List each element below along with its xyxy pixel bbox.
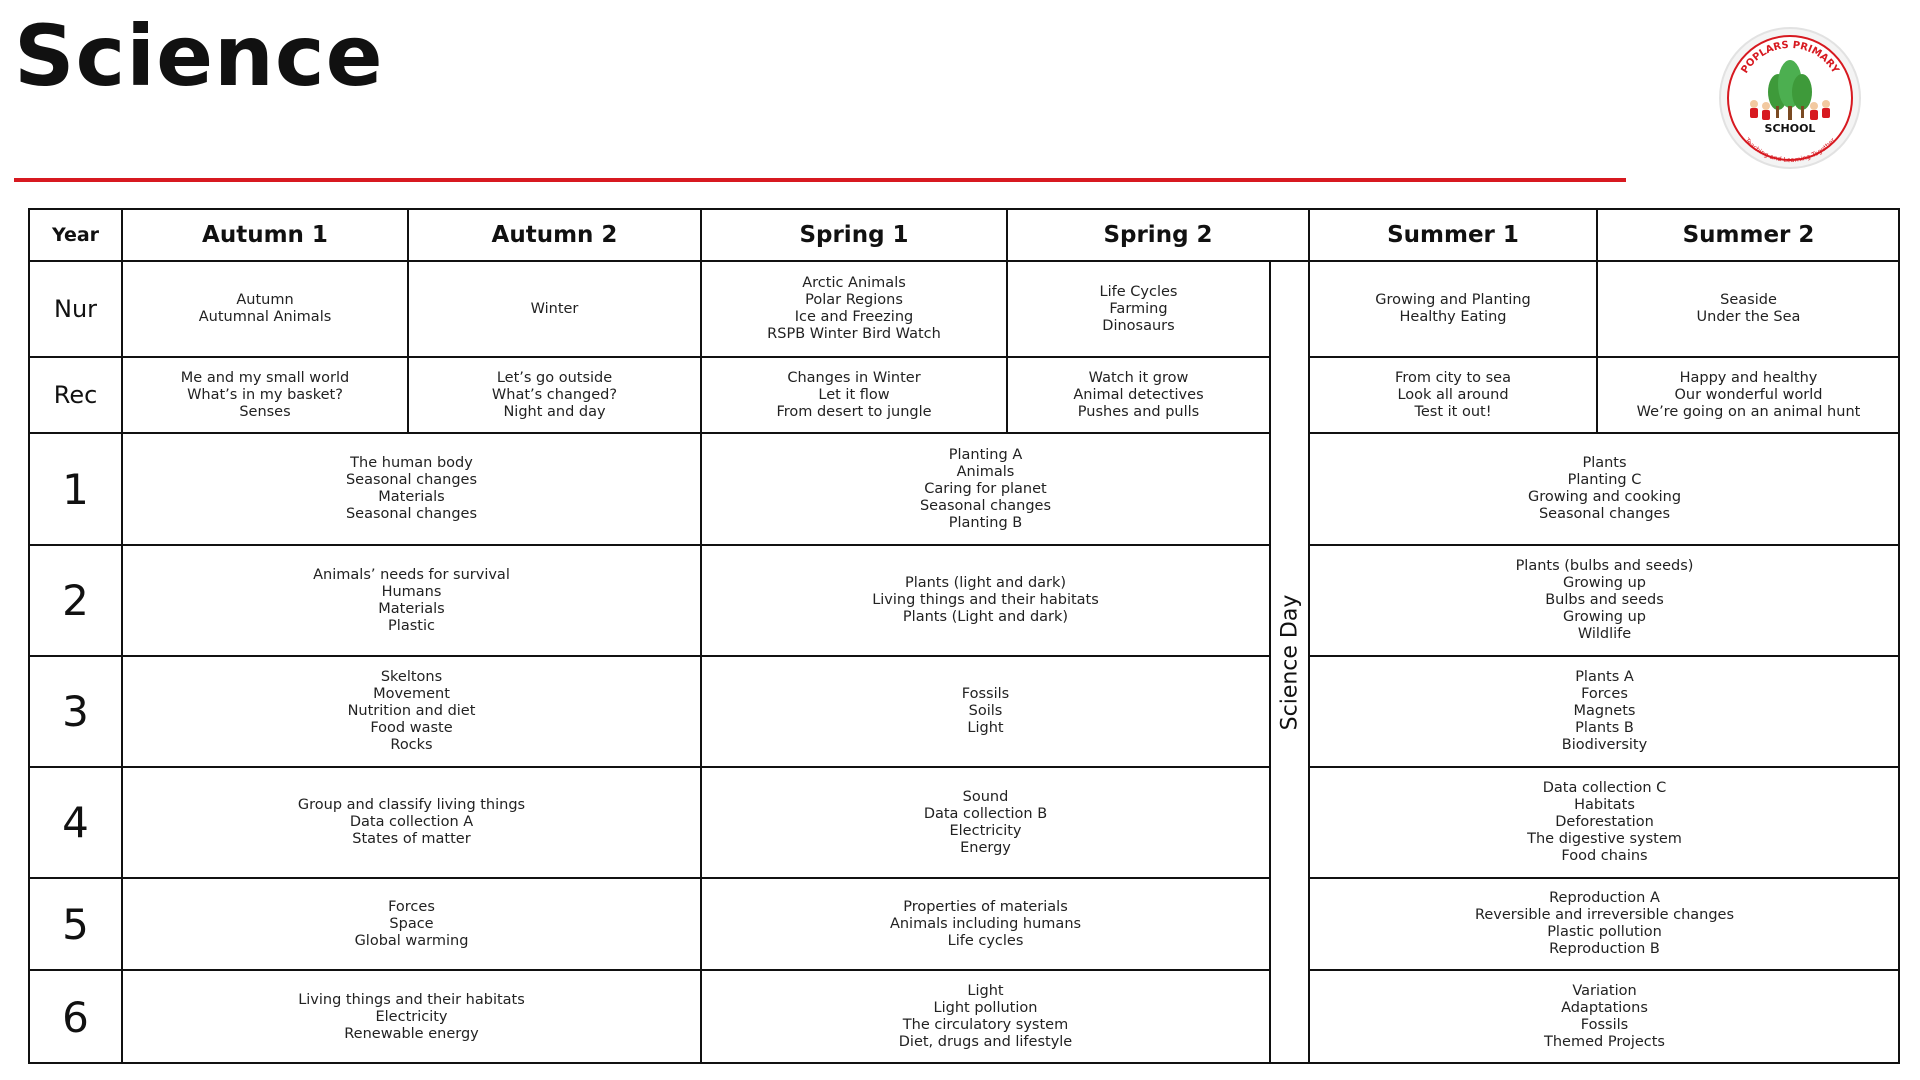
topic-line: Growing up <box>1562 575 1647 591</box>
header-spring-1: Spring 1 <box>702 210 1008 262</box>
topic-line: Planting A <box>948 446 1023 463</box>
topic-line: Animals including humans <box>889 915 1082 932</box>
year1-summer <box>1310 434 1899 546</box>
topic-line: Ice and Freezing <box>794 309 914 325</box>
topic-line: Plants (Light and dark) <box>902 609 1069 625</box>
topic-line: Data collection B <box>923 805 1048 822</box>
topic-line: Data collection A <box>349 814 474 830</box>
rec-autumn-2 <box>409 358 702 434</box>
year3-autumn <box>123 657 702 768</box>
topic-line: Autumnal Animals <box>198 309 332 325</box>
topic-line: Forces <box>388 898 435 915</box>
nur-autumn-2 <box>409 262 702 358</box>
topic-line: Autumn <box>236 292 294 308</box>
topic-line: Growing and cooking <box>1527 489 1682 505</box>
logo-text-bottom: Teaching and Learning Together <box>1743 136 1837 165</box>
topic-line: RSPB Winter Bird Watch <box>767 326 941 342</box>
rec-spring-2 <box>1008 358 1271 434</box>
nur-spring-2 <box>1008 262 1271 358</box>
topic-line: Reproduction B <box>1549 941 1660 957</box>
nur-spring-1 <box>702 262 1008 358</box>
topic-line: Electricity <box>375 1008 448 1025</box>
topic-line: Seasonal changes <box>1538 506 1671 522</box>
topic-line: Food waste <box>370 720 453 736</box>
page-title: Science <box>14 7 384 105</box>
topic-line: Pushes and pulls <box>1077 403 1200 420</box>
topic-line: Look all around <box>1397 386 1509 403</box>
year-label-1: 1 <box>30 434 123 546</box>
topic-line: Rocks <box>390 737 433 753</box>
year2-summer <box>1310 546 1899 657</box>
topic-line: Soils <box>968 703 1003 719</box>
year3-spring <box>702 657 1271 768</box>
year4-spring <box>702 768 1271 879</box>
topic-line: Space <box>389 915 434 932</box>
nur-autumn-1 <box>123 262 409 358</box>
topic-line: Habitats <box>1574 797 1635 813</box>
topic-line: Materials <box>378 489 445 505</box>
topic-line: Arctic Animals <box>802 275 906 291</box>
topic-line: Night and day <box>503 403 606 420</box>
topic-line: Dinosaurs <box>1102 317 1175 334</box>
topic-line: Reproduction A <box>1549 890 1660 906</box>
topic-line: Bulbs and seeds <box>1545 592 1664 608</box>
topic-line: Me and my small world <box>180 369 350 386</box>
year6-spring <box>702 971 1271 1063</box>
topic-line: Under the Sea <box>1696 309 1801 325</box>
topic-line: Plants (bulbs and seeds) <box>1515 558 1694 574</box>
logo-text-mid: SCHOOL <box>1764 122 1816 135</box>
topic-line: Planting C <box>1567 472 1642 488</box>
topic-line: Forces <box>1581 686 1628 702</box>
topic-line: Reversible and irreversible changes <box>1474 907 1735 923</box>
year-label-5: 5 <box>30 879 123 971</box>
year-label-rec: Rec <box>30 358 123 434</box>
topic-line: Seasonal changes <box>345 506 478 522</box>
curriculum-table <box>28 208 1900 1064</box>
year6-autumn <box>123 971 702 1063</box>
topic-line: Wildlife <box>1577 626 1632 642</box>
topic-line: Renewable energy <box>344 1025 479 1042</box>
topic-line: Happy and healthy <box>1679 369 1818 386</box>
topic-line: Nutrition and diet <box>347 703 476 719</box>
topic-line: Changes in Winter <box>787 369 921 386</box>
topic-line: Variation <box>1572 983 1637 999</box>
year-label-4: 4 <box>30 768 123 879</box>
topic-line: Biodiversity <box>1561 737 1648 753</box>
topic-line: Plants <box>1582 455 1627 471</box>
year1-autumn <box>123 434 702 546</box>
topic-line: Light <box>967 983 1004 999</box>
header-autumn-2: Autumn 2 <box>409 210 702 262</box>
nur-summer-2 <box>1598 262 1899 358</box>
topic-line: Energy <box>960 839 1011 856</box>
topic-line: Test it out! <box>1414 403 1492 420</box>
year2-spring <box>702 546 1271 657</box>
header-autumn-1: Autumn 1 <box>123 210 409 262</box>
topic-line: Fossils <box>1580 1017 1629 1033</box>
topic-line: What’s changed? <box>491 386 618 403</box>
topic-line: Adaptations <box>1561 1000 1648 1016</box>
topic-line: Life Cycles <box>1099 283 1178 300</box>
header-year: Year <box>30 210 123 262</box>
topic-line: Humans <box>381 583 442 600</box>
year3-summer <box>1310 657 1899 768</box>
rec-summer-1 <box>1310 358 1598 434</box>
topic-line: Growing and Planting <box>1375 292 1531 308</box>
year2-autumn <box>123 546 702 657</box>
topic-line: Movement <box>373 686 450 702</box>
topic-line: Animals’ needs for survival <box>313 566 510 583</box>
topic-line: Fossils <box>961 686 1010 702</box>
rec-summer-2 <box>1598 358 1899 434</box>
topic-line: What’s in my basket? <box>187 386 343 403</box>
topic-line: The human body <box>350 455 473 471</box>
rec-spring-1 <box>702 358 1008 434</box>
year-label-6: 6 <box>30 971 123 1063</box>
rec-autumn-1 <box>123 358 409 434</box>
topic-line: Our wonderful world <box>1674 386 1823 403</box>
topic-line: Plants A <box>1575 669 1634 685</box>
year6-summer <box>1310 971 1899 1063</box>
topic-line: Materials <box>378 600 445 617</box>
topic-line: From city to sea <box>1395 369 1511 386</box>
year4-autumn <box>123 768 702 879</box>
science-day-column <box>1271 262 1310 1063</box>
topic-line: Let’s go outside <box>496 369 613 386</box>
topic-line: Growing up <box>1562 609 1647 625</box>
header-summer-2: Summer 2 <box>1598 210 1899 262</box>
year4-summer <box>1310 768 1899 879</box>
topic-line: Planting B <box>948 514 1023 531</box>
year-label-nur: Nur <box>30 262 123 358</box>
topic-line: Food chains <box>1561 848 1648 864</box>
topic-line: Themed Projects <box>1544 1034 1665 1050</box>
topic-line: Diet, drugs and lifestyle <box>898 1034 1073 1050</box>
topic-line: Living things and their habitats <box>298 991 525 1008</box>
topic-line: Living things and their habitats <box>872 592 1099 608</box>
topic-line: Watch it grow <box>1088 369 1189 386</box>
title-divider <box>14 178 1626 182</box>
topic-line: Global warming <box>354 932 469 949</box>
topic-line: Seasonal changes <box>919 497 1052 514</box>
topic-line: Animal detectives <box>1073 386 1204 403</box>
topic-line: States of matter <box>352 831 471 847</box>
topic-line: Animals <box>956 463 1015 480</box>
topic-line: Caring for planet <box>924 480 1047 497</box>
topic-line: Magnets <box>1573 703 1636 719</box>
topic-line: Sound <box>962 788 1009 805</box>
logo-text-top: POPLARS PRIMARY <box>1739 39 1841 76</box>
topic-line: Skeltons <box>380 669 443 685</box>
year-label-3: 3 <box>30 657 123 768</box>
topic-line: Group and classify living things <box>297 797 526 813</box>
topic-line: Life cycles <box>947 932 1024 949</box>
topic-line: Polar Regions <box>805 292 903 308</box>
topic-line: Plastic pollution <box>1547 924 1662 940</box>
header-summer-1: Summer 1 <box>1310 210 1598 262</box>
school-logo <box>1718 26 1862 170</box>
year5-summer <box>1310 879 1899 971</box>
year-label-2: 2 <box>30 546 123 657</box>
topic-line: The digestive system <box>1527 831 1682 847</box>
topic-line: Farming <box>1109 300 1168 317</box>
topic-line: Deforestation <box>1555 814 1654 830</box>
year5-spring <box>702 879 1271 971</box>
topic-line: Healthy Eating <box>1399 309 1507 325</box>
topic-line: Light <box>967 720 1004 736</box>
science-day-label: Science Day <box>1277 594 1302 731</box>
topic-line: Winter <box>530 300 579 317</box>
year5-autumn <box>123 879 702 971</box>
topic-line: Seaside <box>1720 292 1777 308</box>
header-spring-2: Spring 2 <box>1008 210 1310 262</box>
nur-summer-1 <box>1310 262 1598 358</box>
topic-line: Light pollution <box>933 1000 1038 1016</box>
topic-line: Plastic <box>388 617 435 634</box>
topic-line: Plants B <box>1575 720 1634 736</box>
topic-line: Properties of materials <box>903 898 1068 915</box>
topic-line: Senses <box>239 403 291 420</box>
topic-line: Plants (light and dark) <box>904 575 1067 591</box>
topic-line: Electricity <box>949 822 1022 839</box>
topic-line: We’re going on an animal hunt <box>1636 403 1861 420</box>
year1-spring <box>702 434 1271 546</box>
topic-line: Data collection C <box>1542 780 1667 796</box>
topic-line: Let it flow <box>818 386 890 403</box>
topic-line: From desert to jungle <box>776 403 932 420</box>
topic-line: The circulatory system <box>902 1017 1069 1033</box>
topic-line: Seasonal changes <box>345 472 478 488</box>
